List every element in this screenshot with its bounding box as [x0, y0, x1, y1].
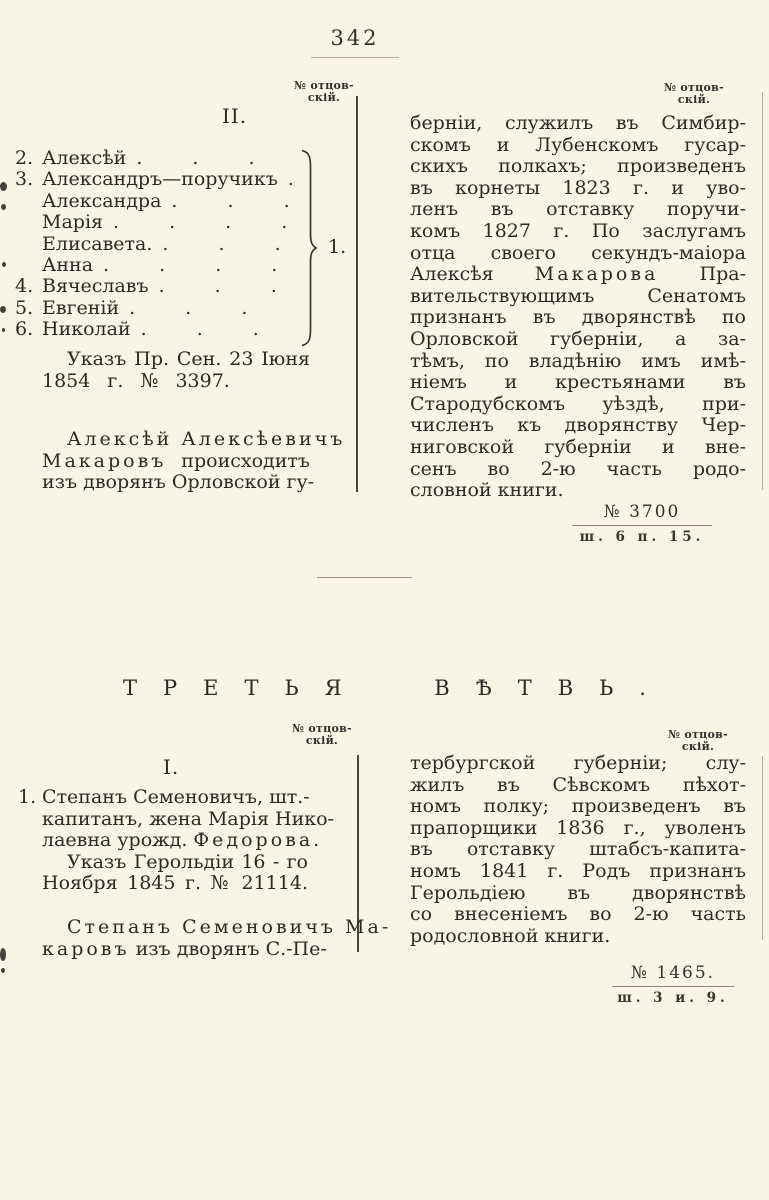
list-item-number: 2. [15, 147, 34, 169]
scan-speck [2, 328, 5, 332]
column-header-line2: скій. [681, 740, 715, 753]
column-rule [762, 756, 763, 940]
dot-leader [119, 298, 293, 319]
scan-speck [1, 204, 6, 210]
person-name: Алексѣй [42, 147, 127, 169]
text-segment: Пра- [658, 263, 746, 286]
list-item [15, 191, 293, 212]
dot-leader [152, 234, 293, 255]
dot-leader [131, 319, 293, 340]
father-number-value: 1. [328, 236, 347, 258]
list-item [15, 234, 293, 255]
decree-paragraph [42, 349, 310, 392]
reference-annotation: ш. 6 п. 15. [579, 529, 705, 545]
text-line: Ноября 1845 г. № 21114. [42, 872, 308, 895]
branch-title: ТРЕТЬЯ ВѢТВЬ. [123, 676, 672, 700]
father-number-column-header [288, 80, 360, 104]
text-line: скомъ и Лубенскомъ гусар- [410, 133, 746, 156]
list-item-number: 6. [15, 318, 34, 341]
list-item [15, 298, 293, 319]
text-segment: происходитъ [166, 449, 310, 472]
scan-speck [0, 948, 6, 961]
father-number-column-header [658, 82, 730, 106]
emphasized-name: Федорова. [193, 829, 323, 852]
text-line: въ корнеты 1823 г. и уво- [410, 176, 746, 199]
list-item [15, 148, 293, 169]
text-line: ленъ въ отставку поручи- [410, 198, 746, 221]
text-line: словной книги. [410, 479, 564, 502]
father-number-column-header [286, 723, 358, 747]
dot-leader [93, 255, 293, 276]
scan-speck [1, 968, 5, 973]
text-line [42, 829, 323, 852]
body-paragraph [42, 786, 334, 895]
list-item-number: 4. [15, 275, 34, 298]
list-item [15, 255, 293, 276]
column-header-line2: скій. [677, 93, 711, 106]
column-header-line1: № отцов- [667, 728, 728, 741]
reference-number: № 3700 [603, 502, 681, 522]
text-line: Герольдіею въ дворянствѣ [410, 881, 746, 904]
reference-block [572, 502, 712, 545]
list-item-number: 5. [15, 296, 34, 319]
text-line: сенъ во 2-ю часть родо- [410, 457, 746, 480]
list-item [15, 212, 293, 233]
text-line: признанъ въ дворянствѣ по [410, 306, 746, 329]
dot-leader [149, 276, 293, 297]
text-line: 1854 г. № 3397. [42, 369, 230, 392]
dot-leader [161, 191, 293, 212]
text-line: Указъ Герольдіи 16 - го [67, 850, 308, 873]
column-header-line2: скій. [305, 734, 339, 747]
text-line [42, 937, 327, 961]
text-line [410, 264, 746, 286]
text-line: родословной книги. [410, 924, 611, 947]
text-line [42, 916, 392, 939]
text-segment: лаевна урожд. [42, 829, 194, 852]
person-name: Анна [42, 253, 94, 276]
text-line: вительствующимъ Сенатомъ [410, 284, 746, 307]
text-line: Указъ Пр. Сен. 23 Іюня [67, 348, 310, 370]
column-header-line1: № отцов- [293, 79, 354, 92]
reference-annotation: ш. 3 и. 9. [617, 990, 729, 1006]
text-line [42, 428, 346, 451]
father-number-column-header [662, 729, 734, 753]
person-name: Александръ—поручикъ [42, 168, 278, 191]
column-rule [762, 92, 763, 490]
column-rule [356, 96, 358, 492]
section-divider [317, 577, 412, 578]
emphasized-name: Степанъ Семеновичъ Ма- [67, 916, 392, 938]
text-line: Степанъ Семеновичъ, шт.- [42, 786, 310, 808]
person-name: Вячеславъ [42, 275, 149, 298]
list-item [15, 319, 293, 340]
generation-heading: II. [222, 104, 248, 128]
page-number: 342 [330, 26, 380, 50]
column-header-line1: № отцов- [291, 722, 352, 735]
list-item-number: 1. [18, 786, 37, 808]
text-line: Стародубскомъ уѣздѣ, при- [410, 392, 746, 415]
text-line: номъ 1841 г. Родъ признанъ [410, 859, 746, 882]
text-line: прапорщики 1836 г., уволенъ [410, 816, 746, 839]
text-line: со внесеніемъ во 2-ю часть [410, 903, 746, 926]
text-line: скихъ полкахъ; произведенъ [410, 155, 746, 178]
scan-speck [0, 306, 6, 313]
text-line: Орловской губерніи, а за- [410, 327, 746, 350]
column-header-line1: № отцов- [663, 81, 724, 94]
column-header-line2: скій. [307, 91, 341, 104]
body-paragraph [42, 916, 392, 960]
text-line: номъ полку; произведенъ въ [410, 795, 746, 818]
text-line: изъ дворянъ Орловской гу- [42, 471, 315, 494]
text-line: берніи, служилъ въ Симбир- [410, 112, 746, 134]
text-line: численъ къ дворянству Чер- [410, 414, 746, 437]
body-paragraph [42, 428, 346, 494]
reference-number: № 1465. [630, 963, 716, 983]
dot-leader [126, 148, 293, 169]
person-name: Елисавета. [42, 232, 153, 255]
page-number-rule [311, 57, 399, 58]
body-paragraph [410, 113, 746, 502]
text-line: отца своего секундъ-маіора [410, 241, 746, 264]
reference-block [612, 963, 734, 1006]
emphasized-name: Макаровъ [42, 449, 167, 472]
body-paragraph [410, 753, 746, 947]
person-name: Александра [42, 189, 162, 212]
text-line: въ отставку штабсъ-капита- [410, 838, 746, 861]
text-segment: изъ дворянъ С.-Пе- [129, 937, 327, 960]
person-name: Евгеній [42, 296, 120, 319]
emphasized-name: Алексѣй Алексѣевичъ [67, 428, 346, 450]
text-line: жилъ въ Сѣвскомъ пѣхот- [410, 773, 746, 796]
scan-speck [2, 262, 6, 267]
person-name: Марія [42, 211, 104, 234]
text-line: тербургской губерніи; слу- [410, 752, 746, 774]
text-line: тѣмъ, по владѣнію имъ имѣ- [410, 349, 746, 372]
dot-leader [278, 169, 293, 190]
scan-speck [0, 182, 7, 191]
brace-icon [299, 149, 319, 347]
list-item [15, 169, 293, 190]
text-line: ніемъ и крестьянами въ [410, 371, 746, 394]
emphasized-name: Макарова [534, 263, 659, 286]
list-item [15, 276, 293, 297]
emphasized-name: каровъ [42, 937, 130, 960]
person-name: Николай [42, 318, 131, 341]
dot-leader [103, 212, 293, 233]
list-item-number: 3. [15, 168, 34, 191]
text-line: комъ 1827 г. По заслугамъ [410, 219, 746, 242]
genealogy-list [15, 148, 293, 341]
generation-heading: I. [163, 755, 180, 779]
text-line [42, 451, 310, 473]
text-segment: Алексѣя [410, 263, 535, 286]
text-line: капитанъ, жена Марія Нико- [42, 807, 334, 830]
text-line: ниговской губерніи и вне- [410, 435, 746, 458]
